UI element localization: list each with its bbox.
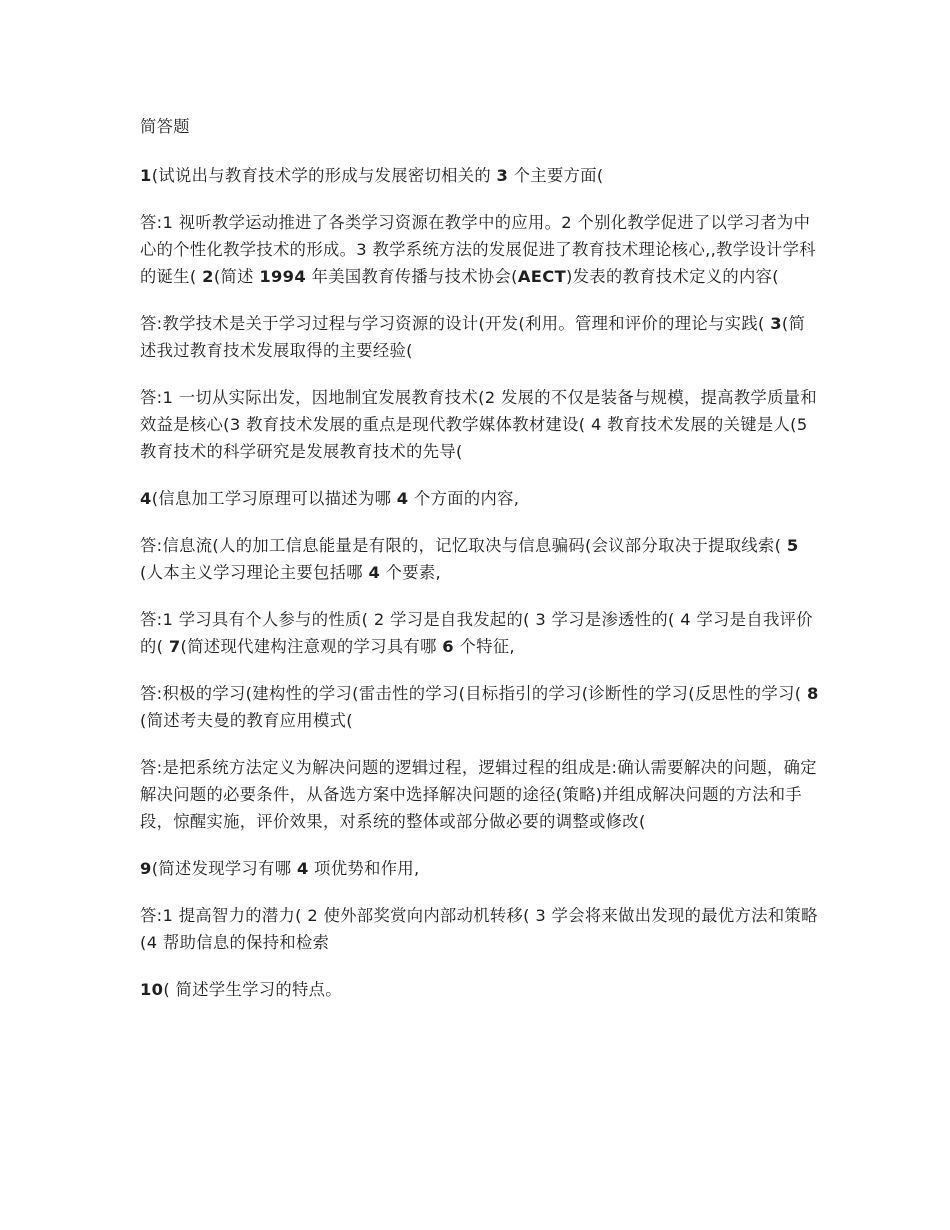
bold-text-run: 1994 [259,267,307,286]
bold-text-run: 8 [806,684,819,703]
paragraph [140,902,820,956]
paragraph [140,606,820,660]
paragraph [140,680,820,734]
paragraph [140,855,820,882]
text-run: 个方面的内容, [408,489,520,508]
bold-text-run: 5 [786,536,799,555]
paragraph [140,976,820,1003]
bold-text-run: AECT [517,267,567,286]
paragraph [140,310,820,364]
text-run: (试说出与教育技术学的形成与发展密切相关的 [151,166,497,185]
bold-text-run: 4 [296,859,309,878]
bold-text-run: 10 [140,980,164,999]
text-run: (人本主义学习理论主要包括哪 [140,563,369,582]
text-run: 项优势和作用, [308,859,420,878]
text-run: (简述现代建构注意观的学习具有哪 [180,637,443,656]
text-run: 答:1 一切从实际出发，因地制宜发展教育技术(2 发展的不仅是装备与规模，提高教学质量和效益是核心(3 教育技术发展的重点是现代教学媒体教材建设( 4 教育技术发展的关键是人(5 教育技术的科学研究是发展教育技术的先导( [140,388,817,461]
paragraph [140,754,820,835]
text-run: 年美国教育传播与技术协会( [306,267,518,286]
paragraph [140,162,820,189]
text-run: 答:教学技术是关于学习过程与学习资源的设计(开发(利用。管理和评价的理论与实践( [140,314,771,333]
paragraph [140,209,820,290]
text-run: 答:1 学习具有个人参与的性质( 2 学习是自我发起的( 3 学习是渗透性的( 4 学习是自我评价的( [140,610,813,656]
text-run: 答:是把系统方法定义为解决问题的逻辑过程，逻辑过程的组成是:确认需要解决的问题，确定解决问题的必要条件，从备选方案中选择解决问题的途径(策略)并组成解决问题的方法和手段，惊醒实施，评价效果，对系统的整体或部分做必要的调整或修改( [140,758,817,831]
text-run: 答:1 视听教学运动推进了各类学习资源在教学中的应用。2 个别化教学促进了以学习者为中心的个性化教学技术的形成。3 教学系统方法的发展促进了教育技术理论核心,,教学设计学科的诞生( [140,213,816,286]
text-run: (信息加工学习原理可以描述为哪 [151,489,397,508]
bold-text-run: 4 [396,489,409,508]
document-title: 简答题 [140,117,190,136]
paragraph [140,384,820,465]
document-page [140,113,820,1023]
text-run: 个主要方面( [508,166,604,185]
text-run: )发表的教育技术定义的内容( [566,267,780,286]
bold-text-run: 6 [442,637,454,656]
bold-text-run: 3 [770,314,782,333]
text-run: 个要素, [380,563,442,582]
paragraph [140,532,820,586]
bold-text-run: 9 [140,859,152,878]
text-run: 答:信息流(人的加工信息能量是有限的，记忆取决与信息骗码(会议部分取决于提取线索( [140,536,787,555]
bold-text-run: 4 [140,489,152,508]
text-run: (简述发现学习有哪 [151,859,297,878]
bold-text-run: 3 [496,166,509,185]
text-run: (简述考夫曼的教育应用模式( [140,711,353,730]
text-run: 答:1 提高智力的潜力( 2 使外部奖赏向内部动机转移( 3 学会将来做出发现的最优方法和策略(4 帮助信息的保持和检索 [140,906,818,952]
text-run: ( 简述学生学习的特点。 [163,980,342,999]
document-body [140,162,820,1003]
text-run: 答:积极的学习(建构性的学习(雷击性的学习(目标指引的学习(诊断性的学习(反思性的学习( [140,684,807,703]
text-run: (简述我过教育技术发展取得的主要经验( [140,314,806,360]
bold-text-run: 7 [168,637,181,656]
bold-text-run: 1 [140,166,152,185]
bold-text-run: 4 [368,563,381,582]
paragraph [140,485,820,512]
bold-text-run: 2 [202,267,214,286]
text-run: (简述 [213,267,260,286]
text-run: 个特征, [453,637,515,656]
